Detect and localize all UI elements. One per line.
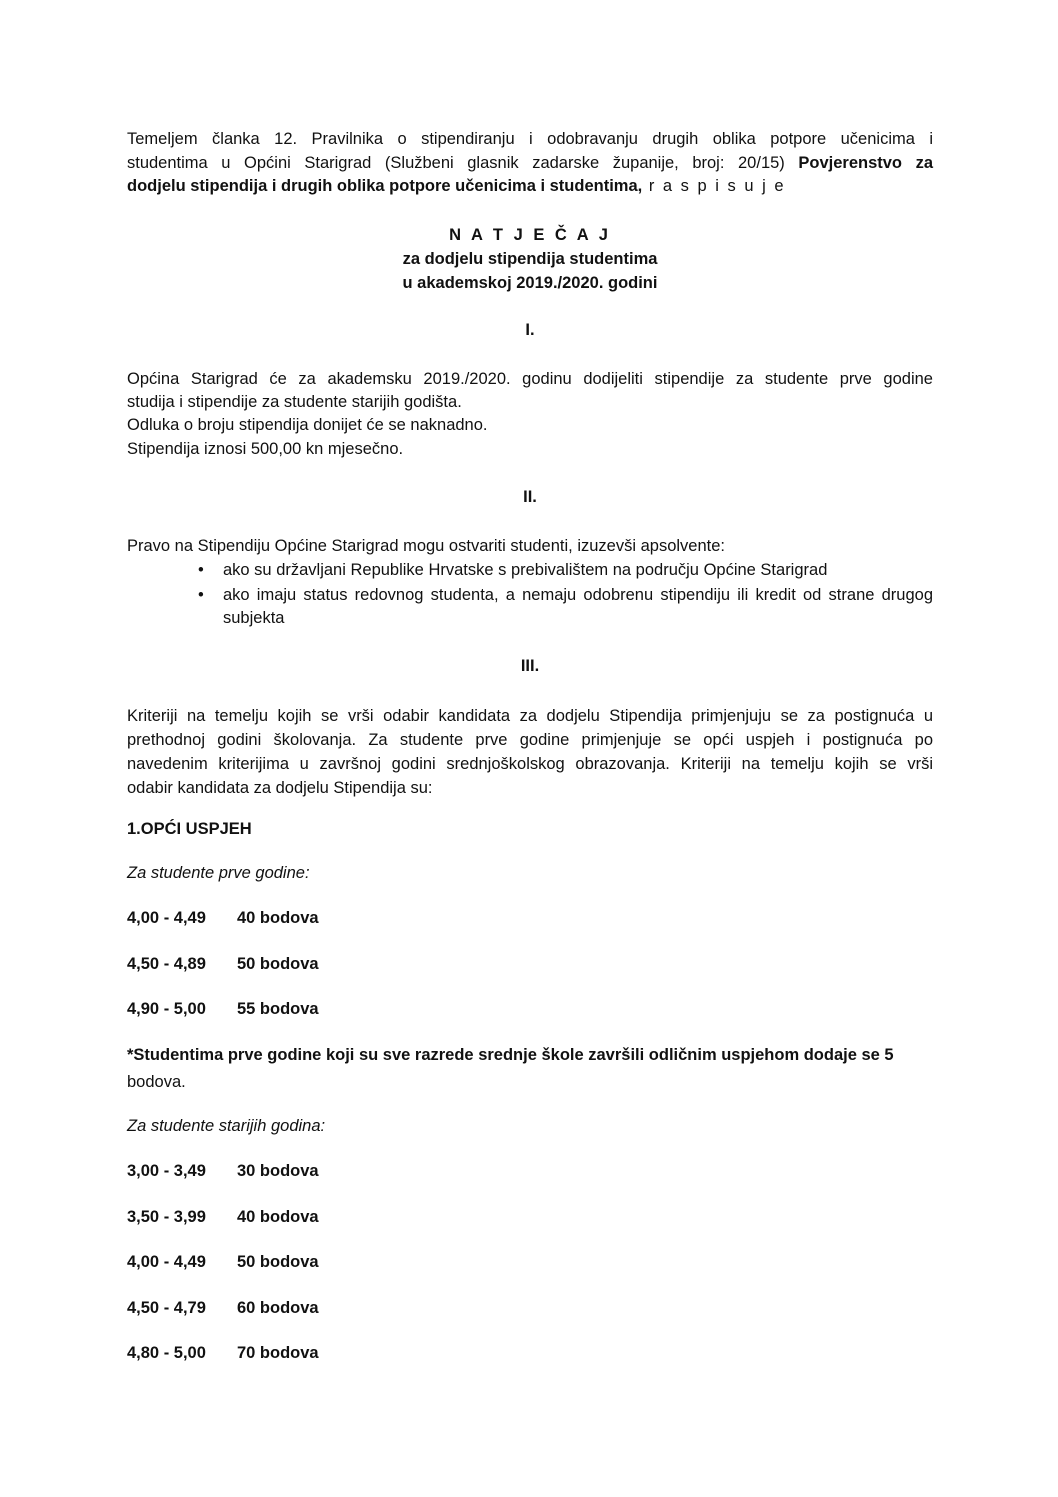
list-item — [127, 584, 933, 630]
score-row — [127, 1297, 319, 1320]
section-2-numeral: II. — [523, 488, 537, 506]
section-1-numeral: I. — [525, 321, 535, 339]
grade-range: 4,80 - 5,00 — [127, 1344, 206, 1362]
list-item-text: ako imaju status redovnog studenta, a nemaju odobrenu stipendiju ili kredit od strane drugog subjekta — [223, 586, 933, 627]
bullet-icon: • — [198, 561, 204, 579]
points: 40 bodova — [237, 909, 319, 927]
grade-range: 4,90 - 5,00 — [127, 1000, 206, 1018]
points: 60 bodova — [237, 1299, 319, 1317]
criteria-line-4: odabir kandidata za dodjelu Stipendija su: — [127, 779, 433, 797]
grade-range: 4,50 - 4,79 — [127, 1299, 206, 1317]
intro-announces: r a s p i s u j e — [642, 177, 786, 195]
intro-line-1: Temeljem članka 12. Pravilnika o stipendiranju i odobravanju drugih oblika potpore učenicima i — [127, 130, 933, 148]
bonus-note-line-1 — [127, 1044, 933, 1067]
document-subtitle-1: za dodjelu stipendija studentima — [402, 250, 658, 268]
bonus-note-line-2: bodova. — [127, 1073, 186, 1091]
grade-range: 4,50 - 4,89 — [127, 955, 206, 973]
score-row — [127, 1160, 319, 1183]
list-item-text: ako su državljani Republike Hrvatske s prebivalištem na području Općine Starigrad — [223, 561, 828, 579]
grade-range: 4,00 - 4,49 — [127, 909, 206, 927]
points: 50 bodova — [237, 955, 319, 973]
score-row — [127, 998, 319, 1021]
score-row — [127, 1251, 319, 1274]
bonus-note-text: *Studentima prve godine koji su sve razrede srednje škole završili odličnim uspjehom dodaje se 5 — [127, 1046, 894, 1064]
section-3-numeral: III. — [520, 657, 540, 675]
older-years-label: Za studente starijih godina: — [127, 1117, 326, 1135]
points: 70 bodova — [237, 1344, 319, 1362]
document-subtitle-2: u akademskoj 2019./2020. godini — [402, 274, 658, 292]
grade-range: 3,00 - 3,49 — [127, 1162, 206, 1180]
intro-line-2 — [127, 152, 933, 175]
criteria-line-1: Kriteriji na temelju kojih se vrši odabir kandidata za dodjelu Stipendija primjenjuju se za postignuća u — [127, 707, 933, 725]
criteria-line-2: prethodnoj godini školovanja. Za studente prve godine primjenjuje se opći uspjeh i postignuća po — [127, 731, 933, 749]
intro-line-2-text: studentima u Općini Starigrad (Službeni glasnik zadarske županije, broj: 20/15) — [127, 154, 799, 172]
score-row — [127, 953, 319, 976]
criteria-line-3: navedenim kriterijima u završnoj godini srednjoškolskog obrazovanja. Kriteriji na temelju kojih se vrši — [127, 755, 933, 773]
points: 30 bodova — [237, 1162, 319, 1180]
bullet-icon: • — [198, 586, 204, 604]
section-1-line-4: Stipendija iznosi 500,00 kn mjesečno. — [127, 440, 404, 458]
grade-range: 3,50 - 3,99 — [127, 1208, 206, 1226]
section-1-line-2: studija i stipendije za studente starijih godišta. — [127, 393, 462, 411]
list-item — [127, 559, 933, 582]
grade-range: 4,00 - 4,49 — [127, 1253, 206, 1271]
first-year-label: Za studente prve godine: — [127, 864, 310, 882]
document-title: N A T J E Č A J — [449, 226, 611, 244]
intro-line-3 — [127, 175, 933, 198]
section-1-line-3: Odluka o broju stipendija donijet će se naknadno. — [127, 416, 488, 434]
intro-committee-cont: dodjelu stipendija i drugih oblika potpore učenicima i studentima, — [127, 177, 643, 195]
section-2-intro: Pravo na Stipendiju Općine Starigrad mogu ostvariti studenti, izuzevši apsolvente: — [127, 537, 725, 555]
score-row — [127, 1342, 319, 1365]
points: 40 bodova — [237, 1208, 319, 1226]
points: 55 bodova — [237, 1000, 319, 1018]
score-row — [127, 1206, 319, 1229]
score-row — [127, 907, 319, 930]
intro-committee: Povjerenstvo za — [798, 154, 933, 172]
general-success-heading: 1.OPĆI USPJEH — [127, 820, 252, 838]
eligibility-list — [127, 559, 933, 632]
points: 50 bodova — [237, 1253, 319, 1271]
section-1-line-1: Općina Starigrad će za akademsku 2019./2020. godinu dodijeliti stipendije za studente prve godine — [127, 370, 933, 388]
